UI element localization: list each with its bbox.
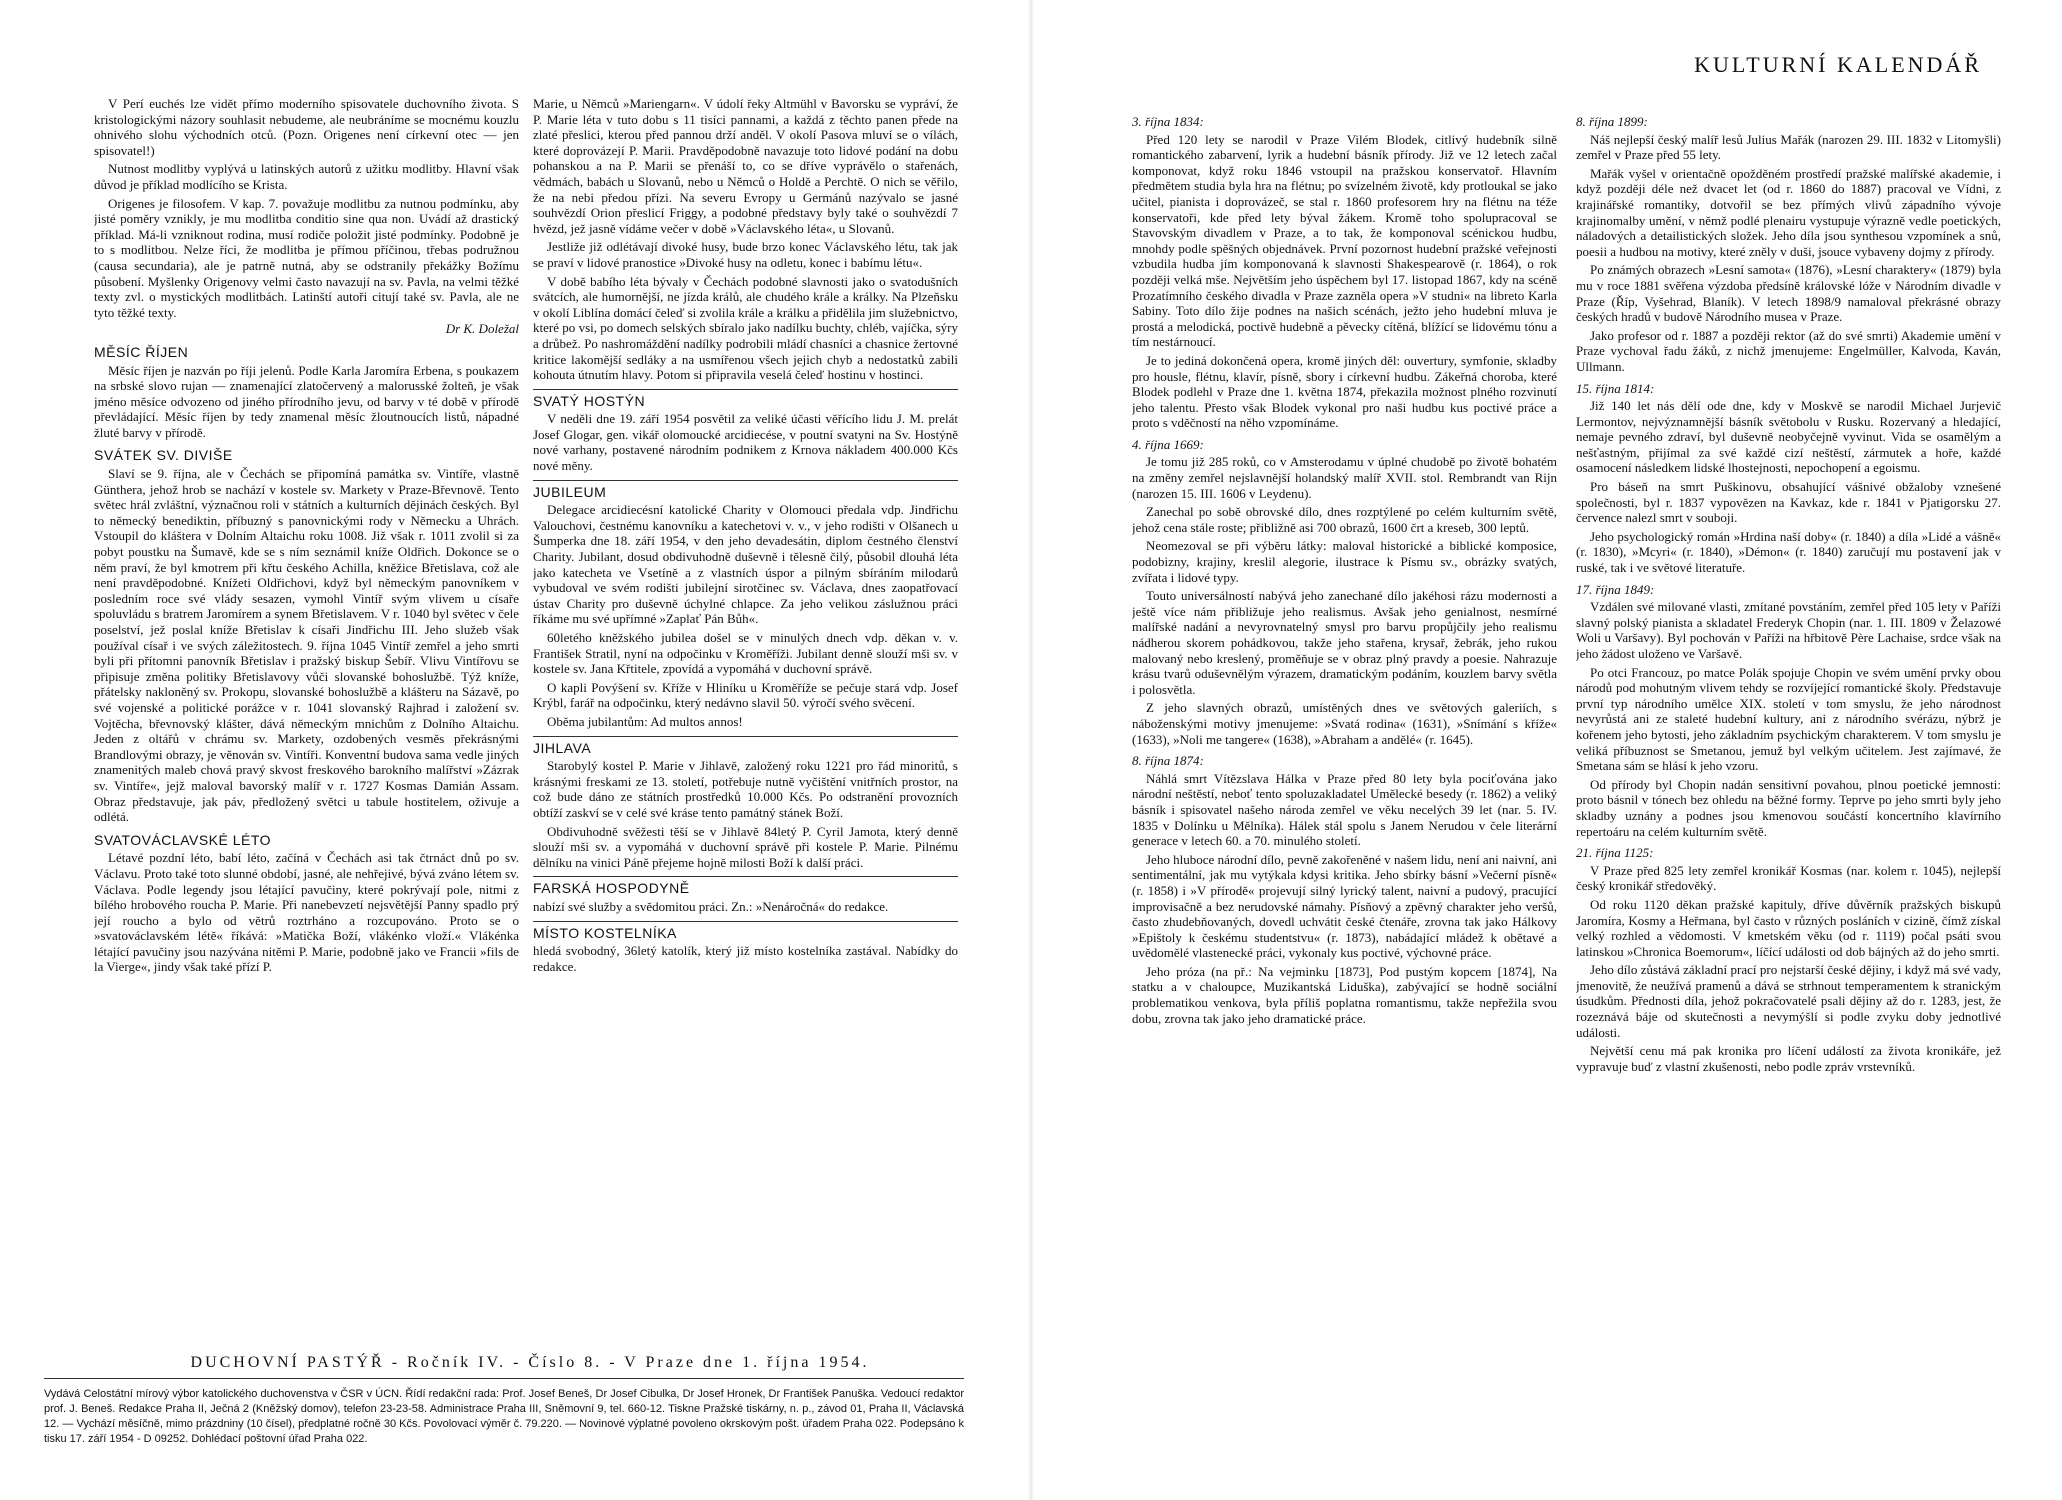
section-heading-svatovaclavske-leto: SVATOVÁCLAVSKÉ LÉTO [94, 831, 272, 848]
section-heading-misto-kostelnika: MÍSTO KOSTELNÍKA [533, 921, 958, 942]
paragraph: Jeho psychologický román »Hrdina naší doby« (r. 1840) a díla »Lidé a vášně« (r. 1830), »Mcyri« (r. 1840), »Démon« (r. 1840) zaručují mu postavení jak v ruské, tak i ve světové literatuře. [1576, 528, 2001, 576]
paragraph: Nutnost modlitby vyplývá u latinských autorů z užitku modlitby. Hlavní však důvod je příklad modlícího se Krista. [94, 161, 519, 192]
paragraph: Po otci Francouz, po matce Polák spojuje Chopin ve svém umění prvky obou národů pod mohutným vlivem tehdy se rozvíjející romantické školy. Představuje první typ národního umělce XIX. století v tom smyslu, že jeho národnost nevyrůstá ani ze staleté hudební kultury, ani z národního svérázu, nýbrž je kořenem jeho bytosti, jeho základním psychickým charakterem. V tom smyslu je veliká příbuznost se Smetanou, jemuž byl velkým učitelem. Jest zajímavé, že Smetana sám se hlásí k jeho vzoru. [1576, 664, 2001, 774]
paragraph: Létavé pozdní léto, babí léto, začíná v Čechách asi tak čtrnáct dnů po sv. Václavu. Proto také toto slunné období, jasné, ale nehřejivé, bývá zváno létem sv. Václava. Podle legendy jsou létající pavučiny, které pokrývají pole, nitmi z bílého hrobového roucha P. Marie. Při nanebevzetí nejsvětější Panny spadlo prý její roucho a bylo od větrů roztrháno a rozcupováno. Proto se o »svatováclavském létě« říkává: »Matička Boží, vlákénko vloží.« Vlákénka létající pavučiny jsou nazývána nitěmi P. Marie, podobně jako ve Francii »fils de la Vierge«, jindy však také přízí P. [94, 850, 519, 975]
author-signature: Dr K. Doležal [445, 321, 519, 337]
paragraph: Pro báseň na smrt Puškinovu, obsahující vášnivé obžaloby vznešené společnosti, byl r. 1837 vypovězen na Kavkaz, kde r. 1841 v Pjatigorsku 27. července nalezl smrt v souboji. [1576, 479, 2001, 526]
paragraph: Neomezoval se při výběru látky: maloval historické a biblické komposice, podobizny, krajiny, kreslil alegorie, ilustrace k Písmu sv., obrázky svatých, zvířata i lidové typy. [1132, 538, 1557, 585]
paragraph: V době babího léta bývaly v Čechách podobné slavnosti jako o svatodušních svátcích, ale humornější, ne jízda králů, ale chudého krále a králky. Na Plzeňsku v okolí Liblína domácí čeleď si zvolila krále a králku a přidělila jim služebnictvo, které po vsi, po domech selských sbíralo jako nadílku buchty, chléb, vajíčka, sýry a drůbež. Po nashromáždění nadílky podrobili mládí chasníci a chasnice žertovné kritice lakomější sedláky a na usmířenou všech jejich chyb a nedostatků zabili kohouta útnutím hlavy. Potom si připravila veselá čeleď hostinu v hostinci. [533, 273, 958, 383]
left-column-1 [94, 96, 519, 1348]
paragraph: Jeho hluboce národní dílo, pevně zakořeněné v našem lidu, není ani naivní, ani sentimentální, jak mu vytýkala kdysi kritika. Jeho sbírky básní »Večerní písně« (r. 1858) i »V přírodě« projevují silný lyrický talent, naivní a pudový, pracující improvisačně a bez nerudovské námahy. Písňový a zpěvný charakter jeho veršů, často zhudebňovaných, dovedl uchvátit české čtenáře, zrovna tak jako Hálkovy »Epištoly k českému studentstvu« (r. 1873), nabádající mládež k obětavé a uvědomělé vlastenecké práci, vykonaly kus poctivé, výchovné práce. [1132, 851, 1557, 961]
paragraph: V neděli dne 19. září 1954 posvětil za veliké účasti věřícího lidu J. M. prelát Josef Glogar, gen. vikář olomoucké arcidiecése, v poutní svatyni na Sv. Hostýně nové varhany, postavené národním podnikem z Krnova nákladem 400.000 Kčs nové měny. [533, 411, 958, 474]
paragraph: Origenes je filosofem. V kap. 7. považuje modlitbu za nutnou podmínku, aby jisté poměry vznikly, je mu modlitba conditio sine qua non. Uvádí až drastický příklad. Má-li vzniknout rodina, musí rodiče položit jisté podmínky. Podobně je to s modlitbou. Nelze říci, že modlitba je přímou příčinou, třebas podružnou (causa secundaria), ale je patrně nutná, aby se odstranily překážky Božímu působení. Myšlenky Origenovy velmi často navazují na sv. Pavla, na velmi těžké texty zvl. o mystických modlitbách. Latinští autoři citují také sv. Pavla, ale ne tyto těžké texty. [94, 195, 519, 320]
paragraph: Měsíc říjen je nazván po říji jelenů. Podle Karla Jaromíra Erbena, s poukazem na srbské slovo rujan — znamenající zlatočervený a malorusské žolteň, je však jméno měsíce odvozeno od jiného přírodního jevu, od barvy v té době v přírodě převládající. Měsíc říjen by tedy znamenal měsíc žloutnoucích listů, nápadné žluté barvy v přírodě. [94, 362, 519, 440]
paragraph: Jeho próza (na př.: Na vejminku [1873], Pod pustým kopcem [1874], Na statku a v chaloupce, Muzikantská Liduška), zabývající se hodně sociální problematikou venkova, byla příliš poplatna romantismu, takže nepřežila svou dobu, zrovna tak jako jeho dramatické práce. [1132, 963, 1557, 1026]
paragraph: Po známých obrazech »Lesní samota« (1876), »Lesní charaktery« (1879) byla mu v roce 1881 svěřena výzdoba předsíně královské lóže v Národním divadle v Praze (Říp, Vyšehrad, Blaník). V letech 1898/9 namaloval překrásné obrazy českých hradů v budově Národního musea v Praze. [1576, 262, 2001, 325]
paragraph: Mařák vyšel v orientačně opožděném prostředí pražské malířské akademie, i když později déle než dvacet let (od r. 1860 do 1887) pracoval ve Vídni, z krajinářské romantiky, dotvořil se bez přímých vlivů západního vývoje krajinomalby umění, v němž podlé plenairu vystupuje výrazně vedle poetických, náladových a detailistických složek. Jeho díla jsou synthesou vzpomínek a snů, poesii a hudbou na motivy, které zněly v duši, jsouce vybaveny dojmy z přírody. [1576, 165, 2001, 259]
masthead-line: DUCHOVNÍ PASTÝŘ - Ročník IV. - Číslo 8. - V Praze dne 1. října 1954. [190, 1354, 870, 1371]
paragraph: Starobylý kostel P. Marie v Jihlavě, založený roku 1221 pro řád minoritů, s krásnými freskami ze 13. století, potřebuje nutně vyčištění vnitřních prostor, na což bude dáno ze státních prostředků 10.000 Kčs. Po odstranění provozních obtíží zaskví se v celé své kráse tento památný stánek Boží. [533, 758, 958, 820]
section-heading-jihlava: JIHLAVA [533, 736, 958, 757]
paragraph: Před 120 lety se narodil v Praze Vilém Blodek, citlivý hudebník silně romantického zabarvení, lyrik a hudební básník přírody. Již ve 12 letech začal komponovat, když roku 1846 vstoupil na pražskou konservatoř. Hlavním předmětem studia byla hra na flétnu; po svízelném životě, kdy protloukal se jako učitel, pianista i doprovázeč, se stal r. 1860 profesorem hry na flétnu na téže konservatoři, kde před lety býval žákem. Kromě toho spolupracoval se Stavovským divadlem v Praze, a to tak, že komponoval scénickou hudbu, mnohdy podle spěšných objednávek. První pozornost hudební pražské veřejnosti vzbudila hudba jím komponovaná k slavnosti Shakespearově (r. 1864), o rok později velká mše. Největším jeho úspěchem byl 17. listopad 1867, kdy na scéně Prozatímního českého divadla v Praze zazněla opera »V studni« na libreto Karla Sabiny. Toto dílo žije podnes na našich scénách, ježto jeho hudební mluva je prostá a melodická, poctivě hudebně a pěvecky cítěná, blížící se lidovému tónu a tím nestárnoucí. [1132, 131, 1557, 350]
paragraph: V Perí euchés lze vidět přímo moderního spisovatele duchovního života. S kristologickými názory souhlasit nebudeme, ale neubráníme se mocnému kouzlu ohnivého slohu východních otců. (Pozn. Origenes není církevní otec — jen spisovatel!) [94, 96, 519, 158]
left-column-2 [533, 96, 958, 1348]
paragraph: Největší cenu má pak kronika pro líčení událostí za života kronikáře, jež vypravuje buď z vlastní zkušenosti, nebo podle zpráv vrstevníků. [1576, 1043, 2001, 1074]
section-heading-mesic-rijen: MĚSÍC ŘÍJEN [94, 343, 189, 360]
section-heading-jubileum: JUBILEUM [533, 480, 958, 501]
imprint: Vydává Celostátní mírový výbor katolického duchovenstva v ČSR v ÚCN. Řídí redakční rada: Prof. Josef Beneš, Dr Josef Cibulka, Dr Josef Hronek, Dr František Panuška. Vedoucí redaktor prof. J. Beneš. Redakce Praha II, Ječná 2 (Kněžský domov), telefon 23-23-58. Administrace Praha III, Sněmovní 9, tel. 660-12. Tiskne Pražské tiskárny, n. p., závod 01, Praha II, Václavská 12. — Vychází měsíčně, mimo prázdniny (10 čísel), předplatné ročně 30 Kčs. Povolovací výměr č. 79.220. — Novinové výplatné povoleno okrskovým pošt. úřadem Praha 022. Podepsáno k tisku 17. září 1954 - D 09252. Dohlédací poštovní úřad Praha 022. [44, 1378, 964, 1447]
date-heading: 8. října 1899: [1576, 114, 1648, 129]
paragraph: Jeho dílo zůstává základní prací pro nejstarší české dějiny, i když má své vady, jmenovitě, že neužívá pramenů a dává se strhnout temperamentem k stranickým úsudkům. Přednosti díla, jehož pokračovatelé psali dějiny až do r. 1283, jest, že rozeznává báje od skutečnosti a nevymýšlí si podle zvyku doby jednotlivé události. [1576, 962, 2001, 1040]
paragraph: Je tomu již 285 roků, co v Amsterodamu v úplné chudobě po životě bohatém na změny zemřel nejslavnější holandský malíř XVII. stol. Rembrandt van Rijn (narozen 15. III. 1606 v Leydenu). [1132, 454, 1557, 501]
paragraph: Od roku 1120 děkan pražské kapituly, dříve důvěrník pražských biskupů Jaromíra, Kosmy a Heřmana, byl často v různých posláních v cizině, čímž získal velký rozhled a vědomosti. V kmetském věku (od r. 1119) počal psáti svou latinskou »Chronica Boemorum«, líčící události od dob bájných až do jeho smrti. [1576, 896, 2001, 959]
paragraph: Je to jediná dokončená opera, kromě jiných děl: ouvertury, symfonie, skladby pro housle, flétnu, klavír, písně, sbory i církevní hudbu. Zákeřná choroba, které Blodek podlehl v Praze dne 1. května 1874, překazila možnost plného rozvinutí jeho talentu. Přesto však Blodek vykonal pro naši hudbu kus poctivé práce a proto s vděčností na něho vzpomínáme. [1132, 352, 1557, 431]
paragraph: Z jeho slavných obrazů, umístěných dnes ve světových galeriích, s náboženskými motivy jmenujeme: »Svatá rodina« (1631), »Snímání s kříže« (1633), »Noli me tangere« (1638), »Abraham a andělé« (r. 1645). [1132, 700, 1557, 747]
right-page [1031, 0, 2062, 1500]
date-heading: 4. října 1669: [1132, 436, 1204, 452]
paragraph: Jestliže již odlétávají divoké husy, bude brzo konec Václavského létu, tak jak se praví v lidové pranostice »Divoké husy na odletu, konec i babímu létu«. [533, 239, 958, 270]
date-heading: 21. října 1125: [1576, 845, 1654, 861]
paragraph: V Praze před 825 lety zemřel kronikář Kosmas (nar. kolem r. 1045), nejlepší český kronikář středověký. [1576, 862, 2001, 894]
section-heading-svaty-hostyn: SVATÝ HOSTÝN [533, 389, 958, 410]
paragraph: 60letého kněžského jubilea došel se v minulých dnech vdp. děkan v. v. František Stratil, nyní na odpočinku v Kroměříži. Jubilant denně slouží mši sv. v kostele sv. Jana Křtitele, zpovídá a vypomáhá v duchovní správě. [533, 630, 958, 677]
paragraph: Náš nejlepší český malíř lesů Julius Mařák (narozen 29. III. 1832 v Litomyšli) zemřel v Praze před 55 lety. [1576, 131, 2001, 163]
paragraph: Od přírody byl Chopin nadán sensitivní povahou, plnou poetické jemnosti: proto básnil v tónech bez ohledu na běžné formy. Teprve po jeho smrti byly jeho skladby uznány a podnes jsou kmenovou součástí koncertního klavírního repertoáru na celém kulturním světě. [1576, 776, 2001, 839]
paragraph: Delegace arcidiecésní katolické Charity v Olomouci předala vdp. Jindřichu Valouchovi, čestnému kanovníku a katechetovi v. v., v jeho rodišti v Olšanech u Šumperka dne 18. září 1954, v den jeho devadesátin, diplom čestného členství Charity. Jubilant, dosud obdivuhodně duševně i tělesně čilý, působil dlouhá léta jako katecheta ve Vsetíně a z vlastních úspor a pilným sbíráním milodarů vybudoval ve svém rodišti jubilejní sirotčinec sv. Václava, dnes zaopatřovací ústav Charity pro duševně úchylné chlapce. Za jeho velikou záslužnou práci říkáme mu své upřímné »Zaplať Pán Bůh«. [533, 502, 958, 627]
paragraph: nabízí své služby a svědomitou práci. Zn.: »Nenáročná« do redakce. [533, 898, 889, 914]
paragraph: Jako profesor od r. 1887 a později rektor (až do své smrti) Akademie umění v Praze vychoval řadu žáků, z nichž jmenujeme: Engelmüller, Kalvoda, Kaván, Ullmann. [1576, 327, 2001, 374]
paragraph: Marie, u Němců »Mariengarn«. V údolí řeky Altmühl v Bavorsku se vypráví, že P. Marie léta v tuto dobu s 11 tisíci pannami, a každá z těchto panen přede na zlaté přeslici, kterou před pannou drží anděl. V okolí Pasova mluví se o vílách, které doprovázejí P. Marii. Pravděpodobně navazuje toto lidové podání na dobu pohanskou a na P. Marii se přenáší to, co se dříve vyprávělo o stařenách, vědmách, babách u Slovanů, nebo u Němců o Holdě a Perchtě. O nich se věřilo, že na nebi předou přízi. Na severu Evropy u Germánů nazývalo se jasné souhvězdí Orion přeslicí Friggy, a podobné představy byly také o souhvězdí 7 hvězd, jež jasně vídáme večer v době »Václavského léta«, u Slovanů. [533, 96, 958, 236]
section-heading-farska-hospodyne: FARSKÁ HOSPODYNĚ [533, 876, 958, 897]
paragraph: Slaví se 9. října, ale v Čechách se připomíná památka sv. Vintíře, vlastně Günthera, jehož hrob se nachází v kostele sv. Markety v Praze-Břevnově. Tento světec hrál zvláštní, význačnou roli v státních a kulturních dějinách českých. Byl to německý benediktin, příbuzný s panovnickými rody v Německu a Uhrách. Vstoupil do kláštera v Dolním Altaichu roku 1008. Již však r. 1011 zvolil si za pobyt poustku na Šumavě, kde se s ním seznámil kníže Oldřich. Dokonce se o něm praví, že byl kmotrem při křtu českého Achilla, kněžice Břetislava, což ale není pravděpodobné. Knížeti Oldřichovi, když byl německým panovníkem v posledním roce své vlády sesazen, vymohl Vintíř svým vlivem u císaře spoluvládu s bratrem Jaromírem a synem Břetislavem. V r. 1040 byl světec v čele poselství, jež poslal kníže Břetislav k císaři Jindřichu III. Jeho služeb však používal císař i ve svých záležitostech. 9. října 1045 Vintíř zemřel a jeho smrti byli při přítomni panovník Břetislav i pražský biskup Šebíř. Vlivu Vintířovu se připisuje změna politiky Břetislavovy vůči slovanské bohoslužbě. Týž kníže, přátelsky nakloněný sv. Prokopu, slovanské bohoslužbě a klášteru na Sázavě, po své vojenské a politické porážce v r. 1041 slovanský Rajhrad i založení sv. Vojtěcha, břevnovský klášter, dává německým mnichům z Dolního Altaichu. Jeden z oltářů v chrámu sv. Markety, ozdobených vesměs překrásnými Brandlovými obrazy, je věnován sv. Vintíři. Konventní budova sama vedle jiných znamenitých maleb chová pravý skvost freskového barokního malířství »Zázrak sv. Vintíře«, jejž maloval bavorský malíř v r. 1727 Kosmas Damián Assam. Obraz představuje, jak páv, předložený světci u tabule hostitelem, oživuje a odlétá. [94, 466, 519, 825]
paragraph: Touto universálností nabývá jeho zanechané dílo jakéhosi rázu modernosti a ještě více nám přibližuje jeho realismus. Avšak jeho genialnost, nesmírné malířské nadání a nevyrovnatelný smysl pro barvu propůjčily jeho realismu nádherou skorem pohádkovou, takže jeho stařena, krysař, žebrák, jeho rukou malovaný nebo kreslený, proměňuje se v obraz plný pravdy a poesie. Nahrazuje krásu tvarů oduševnělým výrazem, dramatickým podáním, kouzlem barvy světla i polosvětla. [1132, 588, 1557, 697]
paragraph: Obdivuhodně svěžesti těší se v Jihlavě 84letý P. Cyril Jamota, který denně slouží mši sv. a vypomáhá v duchovní správě při kostele P. Marie. Pilnému dělníku na vinici Páně přejeme hojně milosti Boží k další práci. [533, 823, 958, 870]
paragraph: Již 140 let nás dělí ode dne, kdy v Moskvě se narodil Michael Jurjevič Lermontov, nejvýznamnější básník světobolu v Rusku. Rozervaný a hledající, nemaje pevného zdraví, byl duševně neobyčejně vyvinut. Vida se osamělým a nešťastným, přijímal za své každé cizí neštěstí, zármutek a hoře, každé osamocení následkem lidské lhostejnosti, nepochopení a egoismu. [1576, 398, 2001, 476]
date-heading: 15. října 1814: [1576, 380, 1655, 396]
date-heading: 17. října 1849: [1576, 581, 1655, 597]
date-heading: 3. října 1834: [1132, 114, 1204, 129]
paragraph: Oběma jubilantům: Ad multos annos! [547, 713, 743, 729]
right-column-1 [1132, 108, 1557, 1488]
paragraph: Náhlá smrt Vítězslava Hálka v Praze před 80 lety byla pociťována jako národní neštěstí, neboť tento spoluzakladatel Umělecké besedy (r. 1862) a veliký básník i spisovatel našeho národa zemřel ve věku necelých 39 let (nar. 5. IV. 1835 v Dolínku u Mělníka). Hálek stál spolu s Janem Nerudou v čele literární generace v letech 60. a 70. minulého století. [1132, 770, 1557, 849]
paragraph: Vzdálen své milované vlasti, zmítané povstáním, zemřel před 105 lety v Paříži slavný polský pianista a skladatel Frederyk Chopin (nar. 1. III. 1809 v Želazowé Woli u Varšavy). Byl pochován v Paříži na hřbitově Père Lachaise, srdce však na jeho žádost uloženo ve Varšavě. [1576, 599, 2001, 661]
section-heading-svatek-divise: SVÁTEK SV. DIVIŠE [94, 447, 233, 464]
paragraph: O kapli Povýšení sv. Kříže v Hliníku u Kroměříže se pečuje stará vdp. Josef Krýbl, farář na odpočinku, který nedávno slavil 50. výročí svého svěcení. [533, 679, 958, 711]
page-title: KULTURNÍ KALENDÁŘ [1694, 52, 1982, 77]
date-heading: 8. října 1874: [1132, 753, 1204, 769]
paragraph: hledá svobodný, 36letý katolík, který již místo kostelníka zastával. Nabídky do redakce. [533, 943, 958, 974]
paragraph: Zanechal po sobě obrovské dílo, dnes rozptýlené po celém kulturním světě, jehož cena stále roste; přibližně asi 700 obrazů, 1600 črt a kreseb, 300 leptů. [1132, 504, 1557, 535]
right-column-2 [1576, 108, 2001, 1488]
